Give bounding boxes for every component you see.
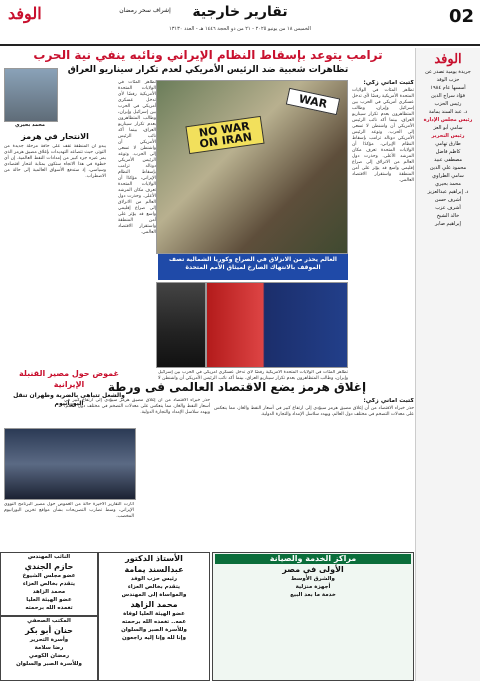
main-subhead: تظاهرات شعبية ضد الرئيس الأمريكي لعدم تكرار سيناريو العراق: [67, 65, 349, 75]
masthead-line: حزب الوفد: [436, 77, 460, 83]
masthead-line: رئيس الحزب: [434, 101, 462, 107]
ad-line: عضو الهيئة العليا: [26, 597, 72, 603]
ad-line: يتقدم بخالص العزاء: [22, 581, 76, 587]
photo-caption: العالم يحذر من الانزلاق في الصراع وكوريا الشمالية تصف الموقف بالانتهاك الصارخ لميثاق الأمم المتحدة: [158, 254, 348, 280]
middle-column: [118, 80, 156, 380]
masthead-line: رئيس مجلس الإدارة: [423, 117, 473, 123]
masthead-line: رئيس التحرير: [431, 133, 465, 139]
section-title: تقارير خارجية: [192, 4, 288, 20]
section-editor: إشراف سحر رمضان: [119, 7, 171, 14]
masthead-line: محمد بحيري: [435, 181, 461, 187]
main-area: [0, 48, 414, 681]
sidebar-logo: الوفد: [434, 52, 462, 67]
ad-line: والشرق الأوسط: [291, 576, 335, 582]
masthead-line: فؤاد سراج الدين: [430, 93, 466, 99]
leader-photo-2: [156, 282, 206, 368]
condolence-ad-1: [98, 552, 210, 681]
service-ad-title: مراكز الخدمة والصيانة: [215, 554, 411, 564]
page-header: [0, 0, 480, 46]
protest-sign: NO WAR ON IRAN: [185, 116, 264, 154]
ad-line: عبدالسند يمامة: [124, 565, 184, 574]
ad-line: يتقدم بخالص العزاء: [127, 584, 181, 590]
masthead-list: [416, 69, 480, 228]
ad-line: رمضان الكومي: [28, 653, 70, 659]
main-story-column: [352, 80, 414, 380]
ad-line: عضو الهيئة العليا لوفاة: [123, 611, 185, 617]
hormuz-byline: كتبت أماني زكي:: [363, 398, 414, 404]
ad-line: وإنا لله وإنا إليه راجعون: [122, 635, 186, 641]
ad-line: حازم الجندي: [24, 562, 74, 571]
masthead-line: محمود علي الدين: [429, 165, 467, 171]
hormuz-column: [214, 398, 414, 548]
page-number: 02: [448, 6, 474, 27]
ad-line: النائب المهندس: [27, 554, 71, 560]
lower-story-text: تظاهر المئات في الولايات المتحدة الأمريكية رفضًا لأي تدخل عسكري أمريكي في الحرب بين إسرائيل وإيران، وطالب المتظاهرون بعدم تكرار سيناريو العراق، بينما أكد نائب الرئيس الأمريكي أن واشنطن لا: [158, 370, 348, 380]
ad-line: عمه.. تغمده الله برحمته: [121, 619, 187, 625]
masthead-line: خالد الشيخ: [436, 213, 460, 219]
author-photo: [4, 68, 58, 122]
ad-line: الأستاذ الدكتور: [125, 554, 183, 563]
masthead-line: أشرف حسن: [434, 197, 462, 203]
masthead-line: د. إبراهيم عبدالعزيز: [427, 189, 469, 195]
left-story-text: أثارت التقارير الأخيرة حالة من الغموض حول مصير البرنامج النووي الإيراني، وسط تضارب التصريحات بشأن مواقع تخزين اليورانيوم المخصب.: [4, 502, 134, 519]
masthead-line: سامي الطراوي: [432, 173, 464, 179]
ad-line: حنان أبو بكر: [25, 626, 73, 635]
ad-line: الأولى في مصر: [282, 565, 344, 574]
ad-line: وأسرة التحرير: [29, 637, 69, 643]
left-story-photo: [4, 428, 136, 500]
protest-photo: [156, 80, 348, 254]
ads-section: [0, 552, 414, 681]
masthead-line: إبراهيم صابر: [435, 221, 461, 227]
main-headline: ترامب يتوعد بإسقاط النظام الإيراني ونائبه ينفي نية الحرب: [33, 48, 383, 62]
hormuz-text-2: حذر خبراء الاقتصاد من أن إغلاق مضيق هرمز سيؤدي إلى ارتفاع كبير في أسعار النفط والغاز، مما ينعكس على معدلات التضخم في مختلف دول العالم، ويهدد سلاسل الإمداد والتجارة الدولية.: [64, 398, 210, 415]
condolence-ad-3: [0, 616, 98, 681]
leaders-photo: [206, 282, 348, 368]
masthead-line: أشرف عزب: [435, 205, 461, 211]
left-story-subhead: والشعل تتباهى بالضربة وطهران تنقل اليورانيوم: [13, 392, 125, 407]
ad-line: عضو مجلس الشيوخ: [22, 573, 76, 579]
left-story-column: [4, 502, 134, 550]
ad-line: وللأسرة الصبر والسلوان: [121, 627, 187, 633]
opinion-column: [4, 144, 106, 364]
ad-line: والمواساة إلى المهندس: [121, 592, 187, 598]
date-line: الخميس ١٨ من يونيو ٢٠٢٥ - ٢١ من ذو الحجة ١٤٤٦ هـ - العدد ١٣١٣٠: [169, 26, 311, 32]
hormuz-headline: إغلاق هرمز يضع الاقتصاد العالمى فى ورطة: [107, 380, 367, 394]
service-ad: [212, 552, 414, 681]
ad-line: تغمده الله برحمته: [25, 605, 73, 611]
author-name: محمد بحيري: [15, 122, 45, 128]
hormuz-text: حذر خبراء الاقتصاد من أن إغلاق مضيق هرمز سيؤدي إلى ارتفاع كبير في أسعار النفط والغاز، مما ينعكس على معدلات التضخم في مختلف دول العالم، ويهدد سلاسل الإمداد والتجارة الدولية.: [214, 406, 414, 417]
lower-story: [158, 370, 348, 380]
middle-column-text: تظاهر المئات في الولايات المتحدة الأمريكية رفضًا لأي تدخل عسكري أمريكي في الحرب بين إسرائيل وإيران، وطالب المتظاهرون بعدم تكرار سيناريو العراق، بينما أكد نائب الرئيس الأمريكي أن واشنطن لا تسعى إلى الحرب. وتوعد الرئيس الأمريكي دونالد ترامب بإسقاط النظام الإيراني، مؤكدًا أن الولايات المتحدة تعرف مكان المرشد الأعلى. وحذرت دول العالم من الانزلاق إلى صراع إقليمي واسع قد يؤثر على أمن المنطقة واستقرار الاقتصاد العالمي.: [118, 80, 156, 235]
masthead-line: جريدة يومية تصدر عن: [425, 69, 471, 75]
ad-line: محمد الزاهد: [32, 589, 66, 595]
masthead-line: د. عبد السند يمامة: [428, 109, 468, 115]
condolence-ad-2: [0, 552, 98, 616]
masthead-sidebar: [415, 48, 480, 681]
protest-sign-2: WAR: [286, 88, 340, 115]
ad-line: وللأسرة الصبر والسلوان: [16, 661, 82, 667]
masthead-line: كاظم فاضل: [435, 149, 461, 155]
main-story-text: تظاهر المئات في الولايات المتحدة الأمريكية رفضًا لأي تدخل عسكري أمريكي في الحرب بين إسرائيل وإيران، وطالب المتظاهرون بعدم تكرار سيناريو العراق، بينما أكد نائب الرئيس الأمريكي أن واشنطن لا تسعى إلى الحرب. وتوعد الرئيس الأمريكي دونالد ترامب بإسقاط النظام الإيراني، مؤكدًا أن الولايات المتحدة تعرف مكان المرشد الأعلى. وحذرت دول العالم من الانزلاق إلى صراع إقليمي واسع قد يؤثر على أمن المنطقة واستقرار الاقتصاد العالمي.: [352, 88, 414, 183]
ad-line: محمد الزاهد: [130, 600, 178, 609]
masthead-line: سامي أبو العز: [433, 125, 463, 131]
left-story-headline: غموض حول مصير القنبلة الإيرانية: [19, 369, 119, 389]
ad-line: خدمة ما بعد البيع: [290, 592, 336, 598]
ad-line: أجهزة منزلية: [295, 584, 331, 590]
newspaper-logo: الوفد: [8, 4, 42, 23]
ad-line: المكتب الصحفي: [27, 618, 71, 624]
ad-line: رضا سلامة: [34, 645, 64, 651]
masthead-line: طارق تهامي: [435, 141, 461, 147]
opinion-text: يبدو أن المنطقة تقف على حافة مرحلة جديدة من التوتر، حيث تتصاعد التهديدات بإغلاق مضيق هرمز الذي يمر عبره جزء كبير من إمدادات النفط العالمية. إن أي خطوة في هذا الاتجاه ستكون بمثابة انتحار اقتصادي وسياسي، إذ ستدفع الأسواق العالمية إلى حالة من الاضطراب.: [4, 144, 106, 179]
ad-line: رئيس حزب الوفد: [130, 576, 178, 582]
main-byline: كتبت أماني زكي:: [363, 80, 414, 86]
opinion-title: الانتحار في هرمز: [21, 132, 89, 141]
masthead-line: أسسها عام ١٩٨٤: [430, 85, 466, 91]
masthead-line: مصطفى عبيد: [433, 157, 463, 163]
